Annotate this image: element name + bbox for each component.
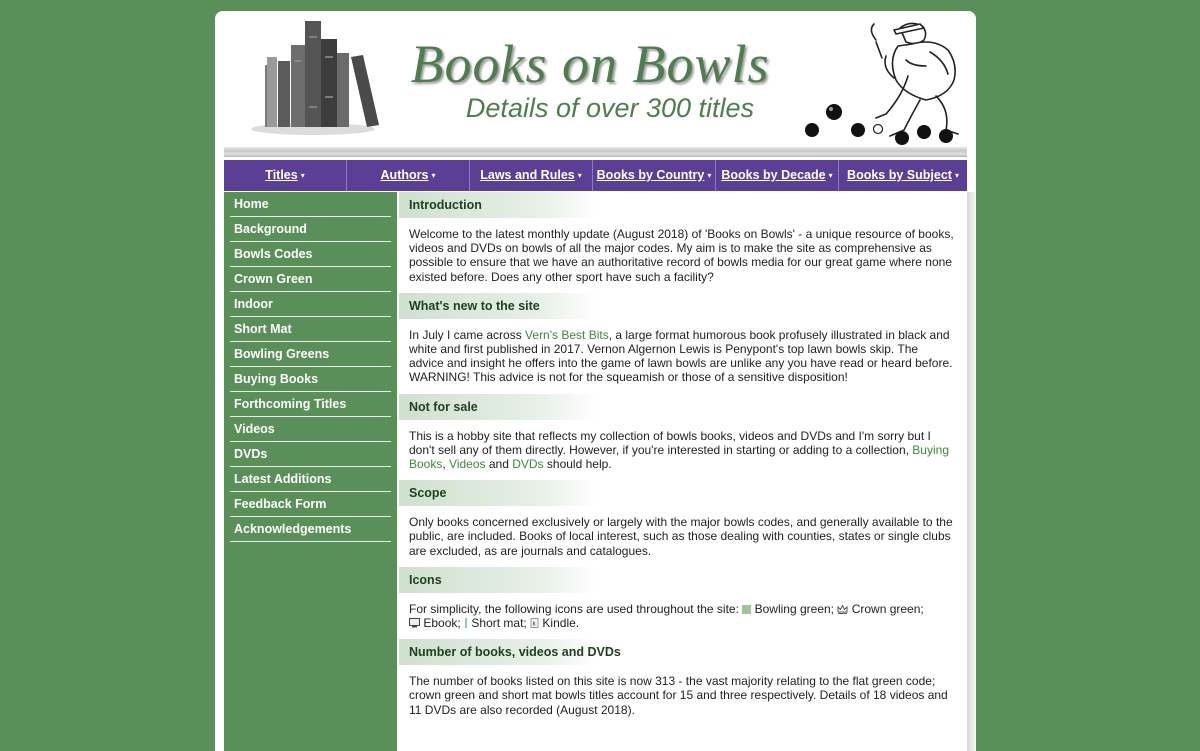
crown-green-icon xyxy=(837,604,848,614)
dropdown-arrow-icon: ▾ xyxy=(954,171,959,180)
link-buying-books[interactable]: Buying Books xyxy=(409,442,949,472)
nav-books-by-country[interactable]: Books by Country ▾ xyxy=(593,160,716,191)
section-heading-icons: Icons xyxy=(399,567,967,593)
header-divider xyxy=(224,147,967,157)
section-heading-introduction: Introduction xyxy=(399,192,967,218)
nav-books-by-subject[interactable]: Books by Subject ▾ xyxy=(839,160,967,191)
books-illustration xyxy=(247,17,379,135)
sidebar-item-acknowledgements[interactable]: Acknowledgements xyxy=(230,517,391,542)
top-navigation xyxy=(224,160,967,191)
dropdown-arrow-icon: ▾ xyxy=(707,171,712,180)
bowler-illustration xyxy=(790,16,960,146)
link-dvds[interactable]: DVDs xyxy=(512,457,544,472)
sidebar-item-background[interactable]: Background xyxy=(230,217,391,242)
dropdown-arrow-icon: ▾ xyxy=(300,171,305,180)
section-text-not-for-sale: This is a hobby site that reflects my collection of bowls books, videos and DVDs and I'm sorry but I don't sell any of them directly. However, if you're interested in starting or adding to a collection, Buying Books, Videos and DVDs should help. xyxy=(409,428,949,472)
sidebar-item-crown-green[interactable]: Crown Green xyxy=(230,267,391,292)
nav-authors[interactable]: Authors ▾ xyxy=(347,160,470,191)
dropdown-arrow-icon: ▾ xyxy=(828,171,833,180)
sidebar-item-indoor[interactable]: Indoor xyxy=(230,292,391,317)
dropdown-arrow-icon: ▾ xyxy=(577,171,582,180)
content-shadow xyxy=(967,192,976,751)
site-subtitle: Details of over 300 titles xyxy=(465,93,755,123)
link-verns-best-bits[interactable]: Vern's Best Bits xyxy=(525,327,609,342)
sidebar-item-short-mat[interactable]: Short Mat xyxy=(230,317,391,342)
section-text-numbers: The number of books listed on this site is now 313 - the vast majority relating to the flat green code; crown green and short mat bowls titles account for 15 and three respectively. Details of 18 videos and 11 DVDs are also recorded (August 2018). xyxy=(409,674,948,717)
section-heading-scope: Scope xyxy=(399,480,967,506)
sidebar xyxy=(224,192,397,751)
dropdown-arrow-icon: ▾ xyxy=(431,171,436,180)
sidebar-item-dvds[interactable]: DVDs xyxy=(230,442,391,467)
site-header xyxy=(215,11,976,151)
nav-laws-and-rules[interactable]: Laws and Rules ▾ xyxy=(470,160,593,191)
section-heading-whats-new: What's new to the site xyxy=(399,293,967,319)
link-videos[interactable]: Videos xyxy=(449,457,486,472)
sidebar-item-forthcoming-titles[interactable]: Forthcoming Titles xyxy=(230,392,391,417)
section-text-scope: Only books concerned exclusively or largely with the major bowls codes, and generally available to the public, are included. Books of local interest, such as those dealing with counties, states or single clubs are excluded, as are journals and catalogues. xyxy=(409,515,953,558)
kindle-icon xyxy=(530,618,539,628)
sidebar-item-home[interactable]: Home xyxy=(230,192,391,217)
sidebar-item-feedback-form[interactable]: Feedback Form xyxy=(230,492,391,517)
sidebar-item-bowls-codes[interactable]: Bowls Codes xyxy=(230,242,391,267)
ebook-icon xyxy=(409,618,420,628)
svg-text:k: k xyxy=(532,621,536,628)
nav-titles[interactable]: Titles ▾ xyxy=(224,160,347,191)
section-text-introduction: Welcome to the latest monthly update (August 2018) of 'Books on Bowls' - a unique resource of books, videos and DVDs on bowls of all the major codes. My aim is to make the site as comprehensive as possible to ensure that we have an authoritative record of bowls media for our great game where none existed before. Does any other sport have such a facility? xyxy=(409,227,954,284)
sidebar-item-bowling-greens[interactable]: Bowling Greens xyxy=(230,342,391,367)
section-text-whats-new: In July I came across Vern's Best Bits, a large format humorous book profusely illustrated in black and white and first published in 2017. Vernon Algernon Lewis is Penypont's top lawn bowls skip. The advice and insight he offers into the game of lawn bowls are unlike any you have read or heard before. WARNING! This advice is not for the squeamish or those of a sensitive disposition! xyxy=(409,327,953,385)
main-content xyxy=(399,192,967,751)
sidebar-item-buying-books[interactable]: Buying Books xyxy=(230,367,391,392)
bowling-green-icon xyxy=(742,605,751,614)
short-mat-icon xyxy=(464,618,468,628)
section-heading-not-for-sale: Not for sale xyxy=(399,394,967,420)
sidebar-item-videos[interactable]: Videos xyxy=(230,417,391,442)
section-heading-numbers: Number of books, videos and DVDs xyxy=(399,639,967,665)
sidebar-item-latest-additions[interactable]: Latest Additions xyxy=(230,467,391,492)
nav-books-by-decade[interactable]: Books by Decade ▾ xyxy=(716,160,839,191)
section-text-icons: For simplicity, the following icons are used throughout the site: Bowling green; Crown green; Ebook; Short mat; k Kindle. xyxy=(409,601,924,631)
site-title: Books on Bowls xyxy=(410,34,770,94)
page-container xyxy=(215,11,976,751)
